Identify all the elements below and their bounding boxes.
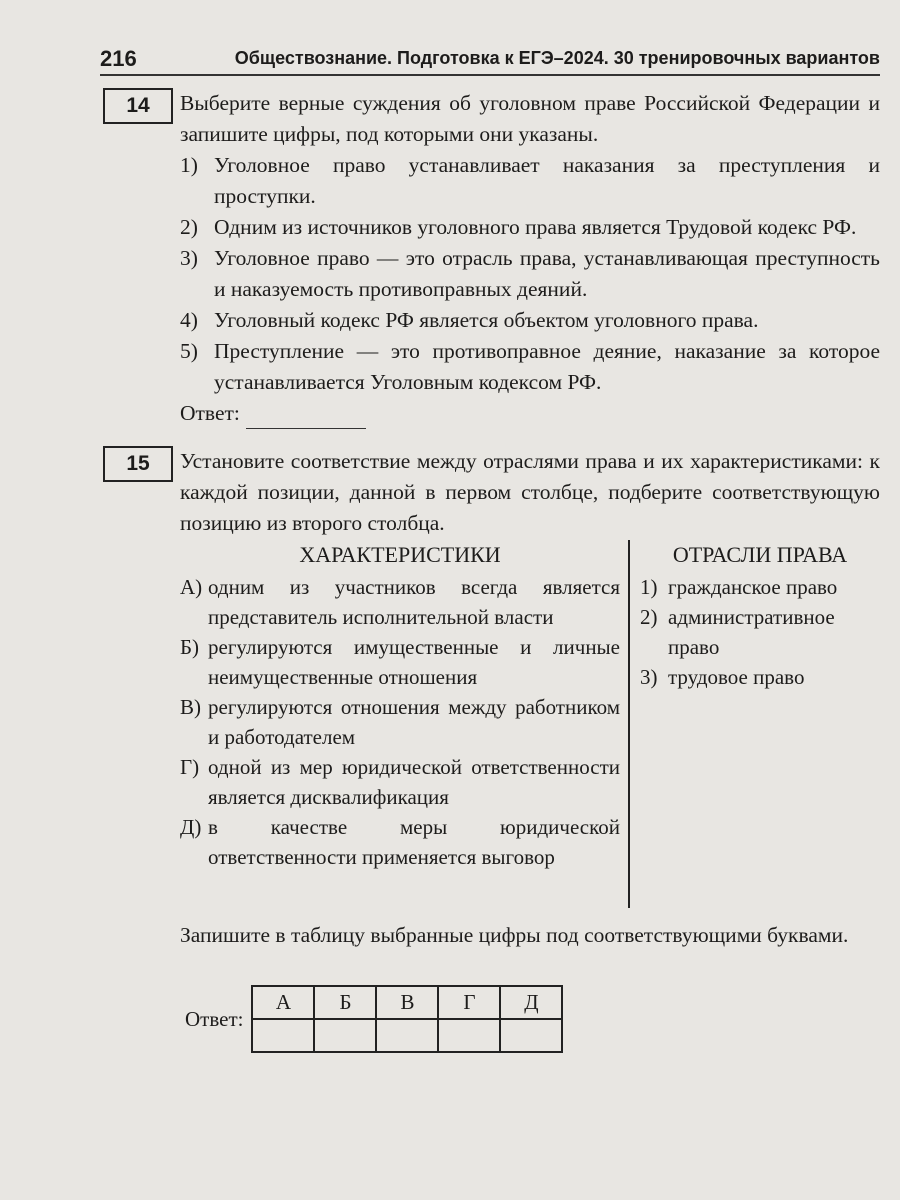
item-letter: А) [180,575,203,599]
letter-cell: Д [500,986,562,1019]
characteristic-item [180,752,620,812]
matching-table [180,540,880,908]
question-number-15: 15 [103,446,173,482]
question-15-prompt: Установите соответствие между отраслями права и их характеристиками: к каждой позиции, данной в первом столбце, подберите соответствующую позицию из второго столбца. [180,449,880,535]
item-text: Преступление — это противоправное деяние, наказание за которое устанавливается Уголовным кодексом РФ. [214,339,880,394]
question-number-14: 14 [103,88,173,124]
question-14-prompt: Выберите верные суждения об уголовном праве Российской Федерации и запишите цифры, под которыми они указаны. [180,91,880,146]
answer-cell[interactable] [252,1019,314,1052]
list-item [180,305,880,336]
item-number: 1) [180,153,198,177]
branches-header: ОТРАСЛИ ПРАВА [672,542,848,567]
letter-cell: Б [314,986,376,1019]
item-text: одним из участников всегда является представитель исполнительной власти [208,575,620,629]
instruction-15: Запишите в таблицу выбранные цифры под соответствующими буквами. [180,923,849,947]
answer-cell[interactable] [500,1019,562,1052]
characteristics-header: ХАРАКТЕРИСТИКИ [299,542,501,567]
item-number: 3) [640,665,658,689]
characteristic-item [180,812,620,872]
list-item [180,212,880,243]
page-header [100,44,880,76]
characteristic-item [180,572,620,632]
item-text: трудовое право [668,665,805,689]
item-letter: Б) [180,635,200,659]
question-14 [180,88,880,429]
characteristic-item [180,692,620,752]
item-text: Уголовное право устанавливает наказания за преступления и проступки. [214,153,880,208]
item-number: 3) [180,246,198,270]
item-letter: Г) [180,755,200,779]
item-text: Уголовный кодекс РФ является объектом уголовного права. [214,308,759,332]
book-title: Обществознание. Подготовка к ЕГЭ–2024. 30 тренировочных вариантов [234,48,880,68]
item-text: гражданское право [668,575,838,599]
answer-table [251,985,563,1053]
branch-item [640,602,880,662]
item-text: одной из мер юридической ответственности является дисквалификация [208,755,620,809]
answer-table-row [185,985,563,1053]
item-text: регулируются отношения между работником и работодателем [208,695,620,749]
item-text: административное право [668,605,835,659]
characteristic-item [180,632,620,692]
answer-label: Ответ: [185,1006,244,1031]
letter-cell: В [376,986,438,1019]
answer-row-14 [180,398,880,429]
item-letter: В) [180,695,201,719]
answer-cell[interactable] [376,1019,438,1052]
item-number: 1) [640,575,658,599]
item-number: 5) [180,339,198,363]
answer-label: Ответ: [180,401,240,425]
item-text: в качестве меры юридической ответственности применяется выговор [208,815,620,869]
item-text: Одним из источников уголовного права является Трудовой кодекс РФ. [214,215,857,239]
branch-item [640,572,880,602]
item-number: 2) [640,605,658,629]
answer-cell[interactable] [438,1019,500,1052]
letter-cell: Г [438,986,500,1019]
answer-line[interactable] [246,406,366,429]
list-item [180,243,880,305]
item-number: 2) [180,215,198,239]
list-item [180,336,880,398]
item-letter: Д) [180,815,202,839]
column-divider [628,540,630,908]
item-text: Уголовное право — это отрасль права, устанавливающая преступность и наказуемость противоправных деяний. [214,246,880,301]
letter-cell: А [252,986,314,1019]
item-text: регулируются имущественные и личные неимущественные отношения [208,635,620,689]
branch-item [640,662,880,692]
page-number: 216 [100,46,137,71]
answer-cell[interactable] [314,1019,376,1052]
item-number: 4) [180,308,198,332]
list-item [180,150,880,212]
